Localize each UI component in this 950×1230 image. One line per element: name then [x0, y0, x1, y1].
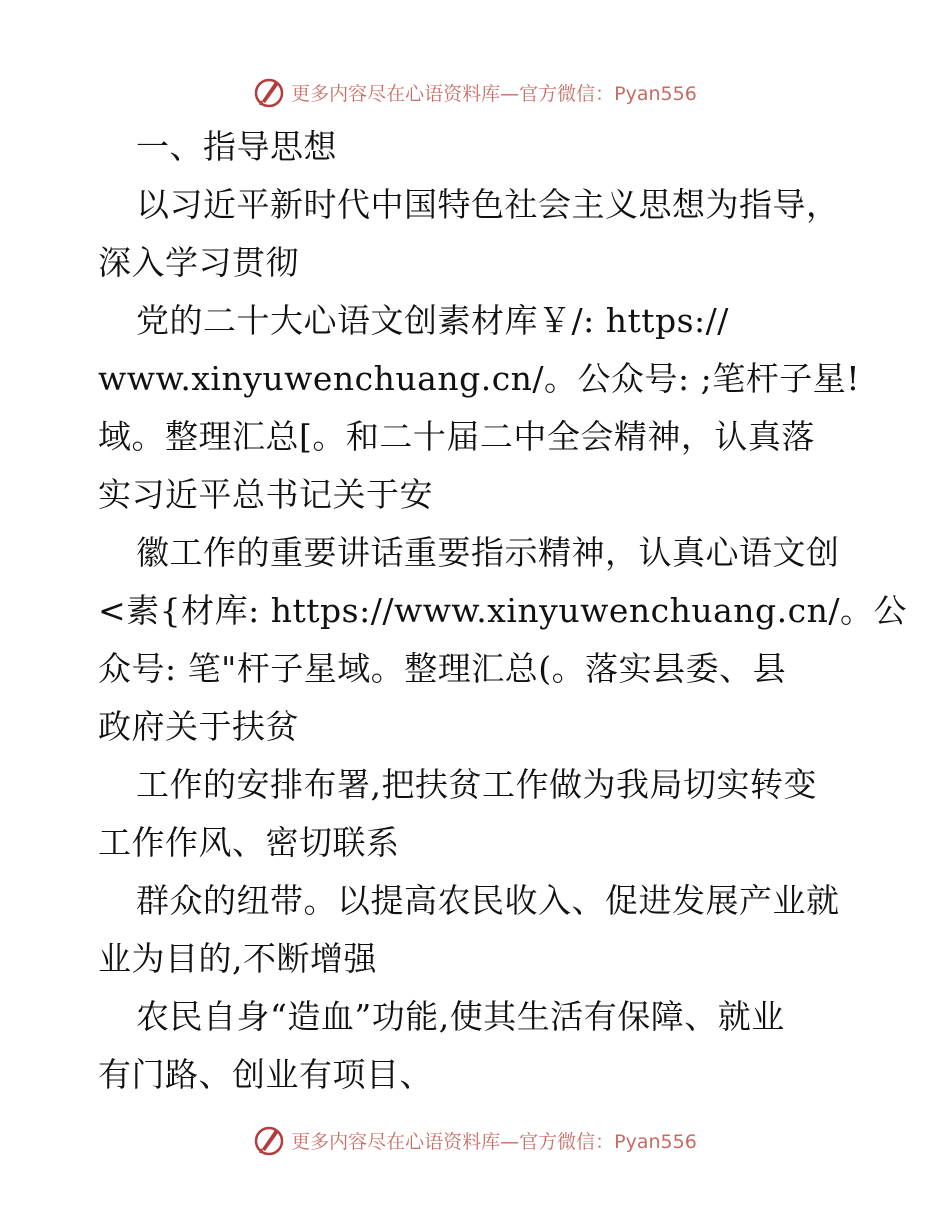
paragraph-line: 业为目的,不断增强 [98, 939, 377, 978]
footer-banner [0, 1120, 950, 1160]
paragraph-line: 群众的纽带。以提高农民收入、促进发展产业就 [136, 881, 840, 920]
header-banner [0, 72, 950, 112]
paragraph-line: 党的二十大心语文创素材库￥/: https:// [136, 301, 729, 340]
paragraph-line: www.xinyuwenchuang.cn/。公众号: ;笔杆子星! [98, 359, 861, 398]
section-heading: 一、指导思想 [136, 127, 337, 166]
paragraph-line: 众号: 笔"杆子星域。整理汇总(。落实县委、县 [98, 649, 787, 688]
paragraph-line: 域。整理汇总[。和二十届二中全会精神，认真落 [98, 417, 815, 456]
paragraph-line: 徽工作的重要讲话重要指示精神，认真心语文创 [136, 533, 840, 572]
feather-pen-logo-icon [253, 76, 285, 108]
header-banner-text: 更多内容尽在心语资料库—官方微信：Pyan556 [291, 82, 697, 105]
paragraph-line: 以习近平新时代中国特色社会主义思想为指导， [136, 185, 840, 224]
paragraph-line: <素{材库: https://www.xinyuwenchuang.cn/。公 [98, 591, 907, 630]
paragraph-line: 实习近平总书记关于安 [98, 475, 433, 514]
feather-pen-logo-icon [253, 1124, 285, 1156]
paragraph-line: 深入学习贯彻 [98, 243, 299, 282]
paragraph-line: 有门路、创业有项目、 [98, 1055, 433, 1094]
paragraph-line: 政府关于扶贫 [98, 707, 299, 746]
paragraph-line: 农民自身“造血”功能,使其生活有保障、就业 [136, 997, 785, 1036]
footer-banner-text: 更多内容尽在心语资料库—官方微信：Pyan556 [291, 1130, 697, 1153]
paragraph-line: 工作的安排布署,把扶贫工作做为我局切实转变 [136, 765, 817, 804]
document-body [98, 118, 907, 1104]
paragraph-line: 工作作风、密切联系 [98, 823, 400, 862]
